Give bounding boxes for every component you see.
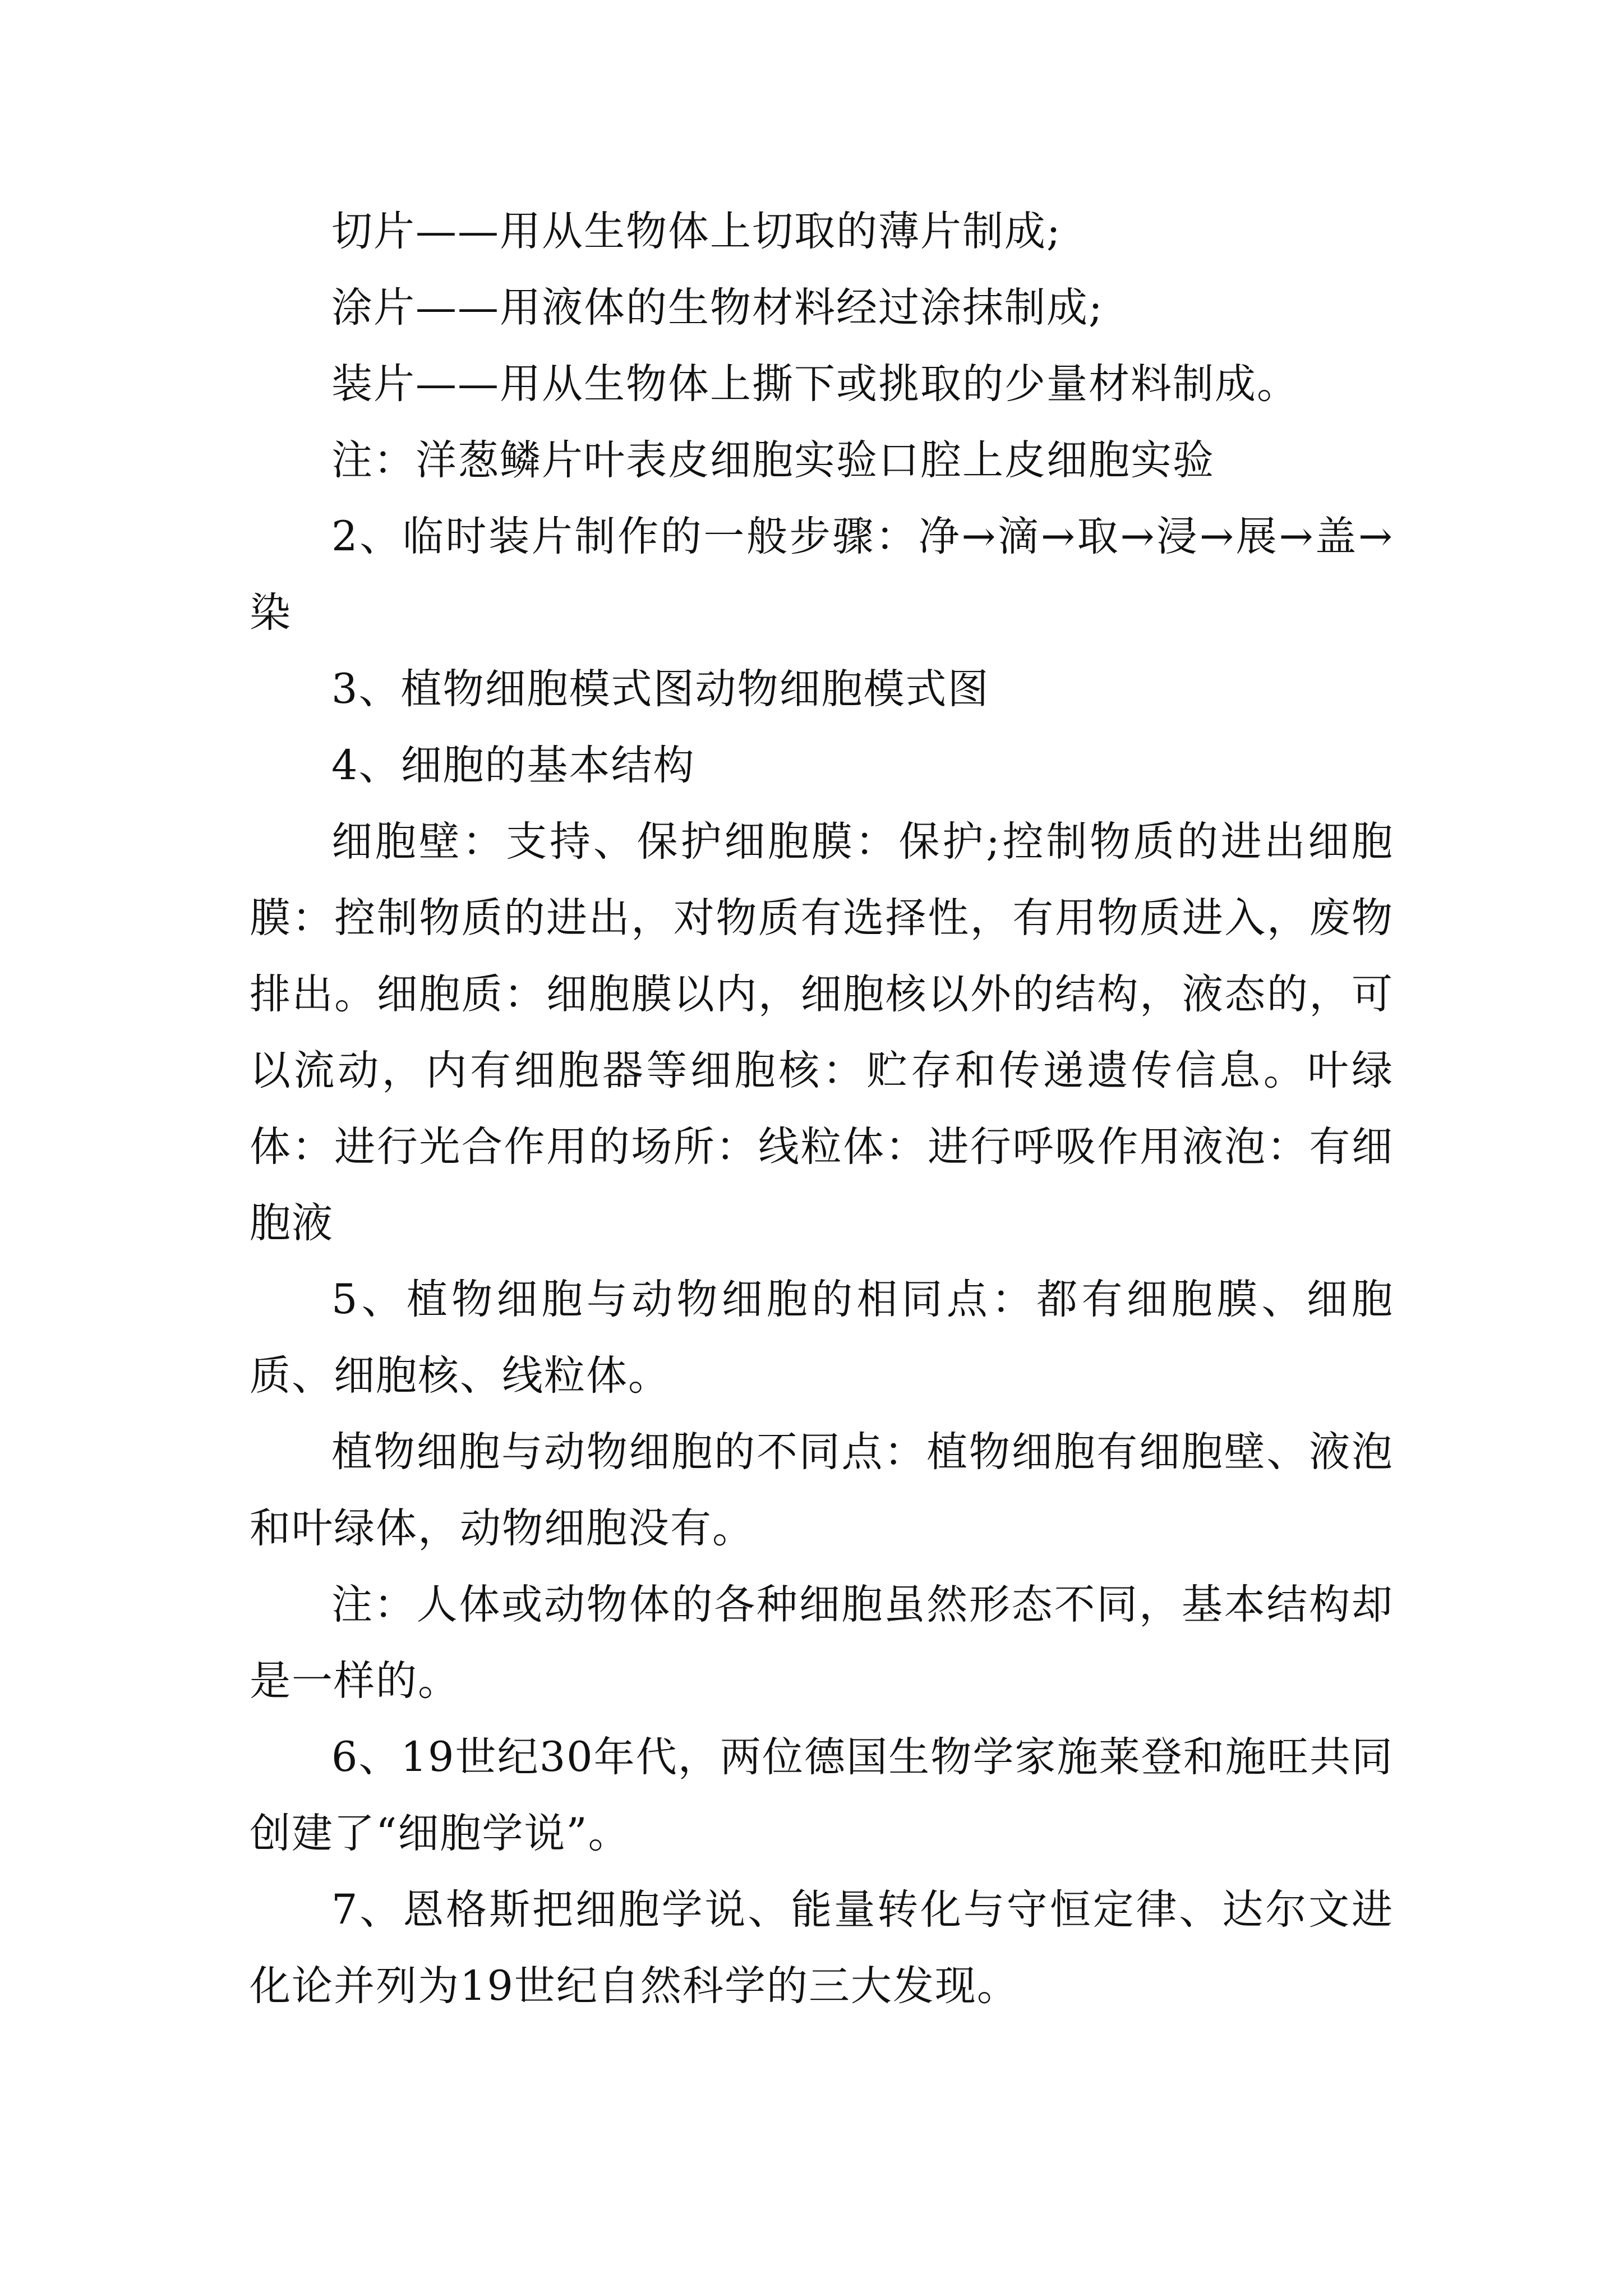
paragraph-slice-definition: 切片——用从生物体上切取的薄片制成; bbox=[331, 208, 1062, 255]
paragraph-similarities: 5、植物细胞与动物细胞的相同点：都有细胞膜、细胞质、细胞核、线粒体。 bbox=[250, 1276, 1394, 1400]
paragraph-slide-steps: 2、临时装片制作的一般步骤：净→滴→取→浸→展→盖→染 bbox=[250, 513, 1394, 637]
paragraph-basic-structure-heading: 4、细胞的基本结构 bbox=[331, 742, 695, 789]
paragraph-cell-structures: 细胞壁：支持、保护细胞膜：保护;控制物质的进出细胞膜：控制物质的进出，对物质有选择性，有用物质进入，废物排出。细胞质：细胞膜以内，细胞核以外的结构，液态的，可以流动，内有细胞器等细胞核：贮存和传递遗传信息。叶绿体：进行光合作用的场所：线粒体：进行呼吸作用液泡：有细胞液 bbox=[250, 818, 1394, 1247]
paragraph-note-experiments: 注：洋葱鳞片叶表皮细胞实验口腔上皮细胞实验 bbox=[331, 436, 1215, 484]
document-body bbox=[250, 194, 1394, 2024]
paragraph-differences: 植物细胞与动物细胞的不同点：植物细胞有细胞壁、液泡和叶绿体，动物细胞没有。 bbox=[250, 1428, 1394, 1552]
paragraph-smear-definition: 涂片——用液体的生物材料经过涂抹制成; bbox=[331, 284, 1104, 332]
paragraph-cell-theory: 6、19世纪30年代，两位德国生物学家施莱登和施旺共同创建了“细胞学说”。 bbox=[250, 1733, 1394, 1857]
paragraph-cell-diagrams: 3、植物细胞模式图动物细胞模式图 bbox=[331, 665, 990, 713]
paragraph-note-structure: 注：人体或动物体的各种细胞虽然形态不同，基本结构却是一样的。 bbox=[250, 1581, 1394, 1705]
paragraph-three-discoveries: 7、恩格斯把细胞学说、能量转化与守恒定律、达尔文进化论并列为19世纪自然科学的三大发现。 bbox=[250, 1886, 1394, 2010]
paragraph-mount-definition: 装片——用从生物体上撕下或挑取的少量材料制成。 bbox=[331, 360, 1299, 408]
